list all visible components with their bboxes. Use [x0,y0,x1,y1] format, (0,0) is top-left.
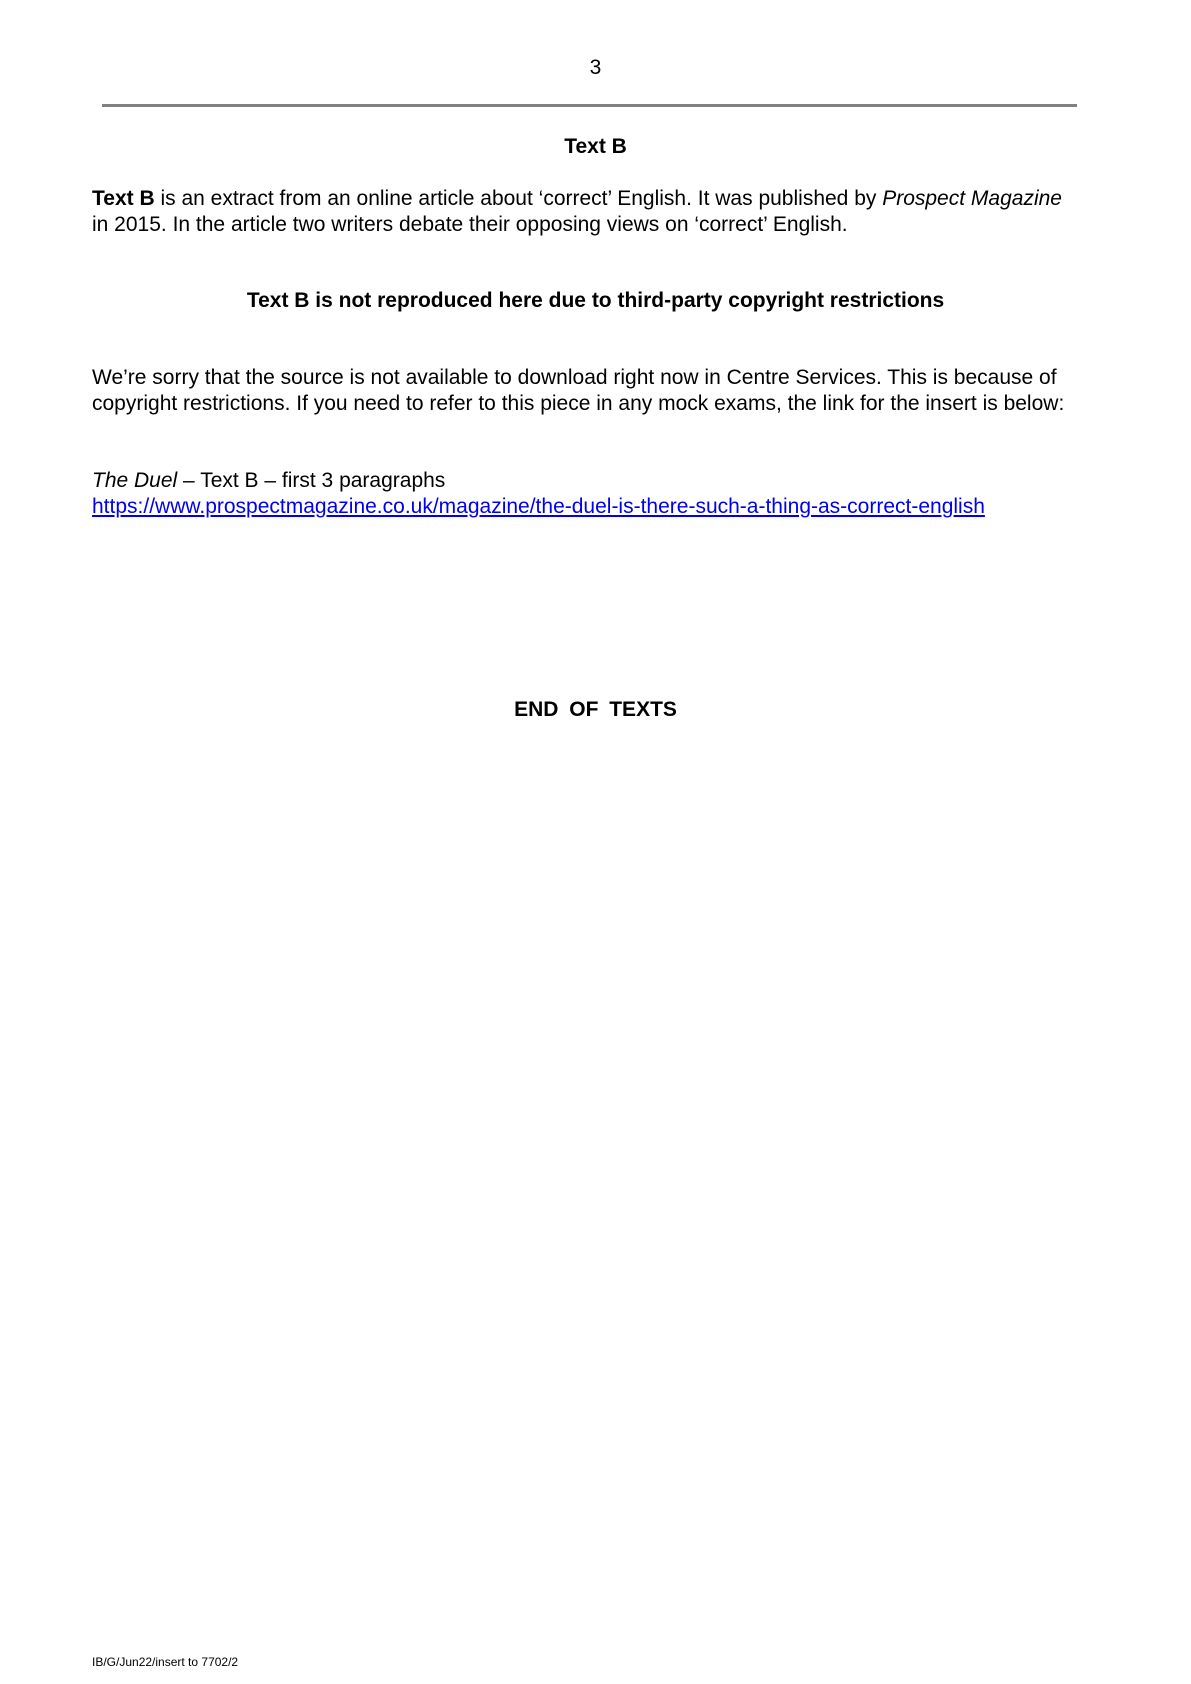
reference-line [92,468,1082,494]
article-link[interactable]: https://www.prospectmagazine.co.uk/magazine/the-duel-is-there-such-a-thing-as-correct-english [92,495,985,518]
page-number: 3 [589,56,602,79]
header-rule [102,104,1077,107]
copyright-notice: Text B is not reproduced here due to third-party copyright restrictions [246,289,945,312]
reference-rest: – Text B – first 3 paragraphs [177,469,446,492]
end-of-texts: END OF TEXTS [514,698,677,721]
intro-text-part1: is an extract from an online article about ‘correct’ English. It was published by [154,187,883,210]
intro-bold-lead: Text B [92,187,155,210]
apology-paragraph: We’re sorry that the source is not available to download right now in Centre Services. This is because of copyright restrictions. If you need to refer to this piece in any mock exams, the link for the insert is below: [92,366,1065,415]
reference-title: The Duel [92,469,178,492]
reference-block [92,468,1082,520]
intro-text-part2: in 2015. In the article two writers debate their opposing views on ‘correct’ English. [92,213,848,236]
section-heading: Text B [564,135,627,158]
footer-code: IB/G/Jun22/insert to 7702/2 [92,1655,239,1669]
intro-publication-name: Prospect Magazine [882,187,1062,210]
intro-paragraph [92,186,1082,238]
